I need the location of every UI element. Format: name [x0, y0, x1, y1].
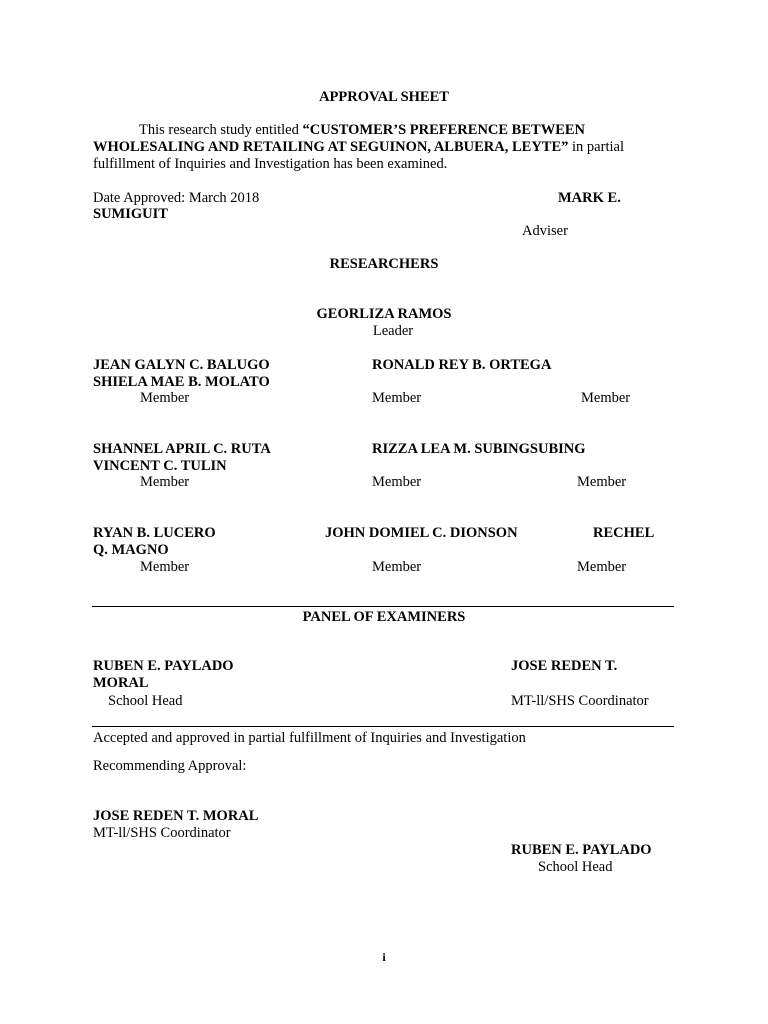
researcher-name: SHANNEL APRIL C. RUTA [93, 441, 271, 457]
adviser-name-part2: SUMIGUIT [93, 206, 168, 222]
member-label: Member [577, 474, 627, 490]
accepted-text: Accepted and approved in partial fulfillment of Inquiries and Investigation [93, 730, 526, 746]
researchers-heading: RESEARCHERS [329, 256, 439, 272]
member-label: Member [372, 559, 422, 575]
recommender-role: MT-ll/SHS Coordinator [93, 825, 231, 841]
panel-heading: PANEL OF EXAMINERS [302, 609, 466, 625]
page-number: i [382, 950, 386, 964]
approver-name: RUBEN E. PAYLADO [511, 842, 652, 858]
member-label: Member [140, 559, 190, 575]
researcher-name-part1: RECHEL [593, 525, 655, 541]
researcher-name: RYAN B. LUCERO [93, 525, 216, 541]
member-label: Member [140, 390, 190, 406]
researcher-name: RIZZA LEA M. SUBINGSUBING [372, 441, 586, 457]
page-title: APPROVAL SHEET [319, 89, 449, 105]
study-title: “CUSTOMER’S PREFERENCE BETWEEN WHOLESALING AND RETAILING AT SEGUINON, ALBUERA, LEYTE” [93, 122, 586, 155]
researcher-name: VINCENT C. TULIN [93, 458, 227, 474]
intro-suffix: in partial fulfillment of Inquiries and Investigation has been examined. [93, 139, 624, 172]
panel-left-name: RUBEN E. PAYLADO [93, 658, 234, 674]
intro-paragraph [93, 122, 673, 173]
member-label: Member [581, 390, 631, 406]
recommender-name: JOSE REDEN T. MORAL [93, 808, 259, 824]
panel-right-name-part1: JOSE REDEN T. [511, 658, 618, 674]
adviser-role: Adviser [522, 223, 568, 239]
intro-prefix: This research study entitled [139, 122, 303, 138]
researcher-name: RONALD REY B. ORTEGA [372, 357, 552, 373]
recommending-label: Recommending Approval: [93, 758, 247, 774]
member-label: Member [372, 474, 422, 490]
divider [92, 726, 674, 727]
divider [92, 606, 674, 607]
researcher-name: JEAN GALYN C. BALUGO [93, 357, 270, 373]
adviser-name-part1: MARK E. [558, 190, 621, 206]
leader-name: GEORLIZA RAMOS [316, 306, 452, 322]
date-approved: Date Approved: March 2018 [93, 190, 260, 206]
approver-role: School Head [538, 859, 613, 875]
member-label: Member [372, 390, 422, 406]
member-label: Member [140, 474, 190, 490]
member-label: Member [577, 559, 627, 575]
panel-right-role: MT-ll/SHS Coordinator [511, 693, 649, 709]
leader-role: Leader [372, 323, 414, 339]
researcher-name: JOHN DOMIEL C. DIONSON [325, 525, 518, 541]
researcher-name-part2: Q. MAGNO [93, 542, 169, 558]
researcher-name: SHIELA MAE B. MOLATO [93, 374, 270, 390]
panel-right-name-part2: MORAL [93, 675, 149, 691]
panel-left-role: School Head [108, 693, 183, 709]
